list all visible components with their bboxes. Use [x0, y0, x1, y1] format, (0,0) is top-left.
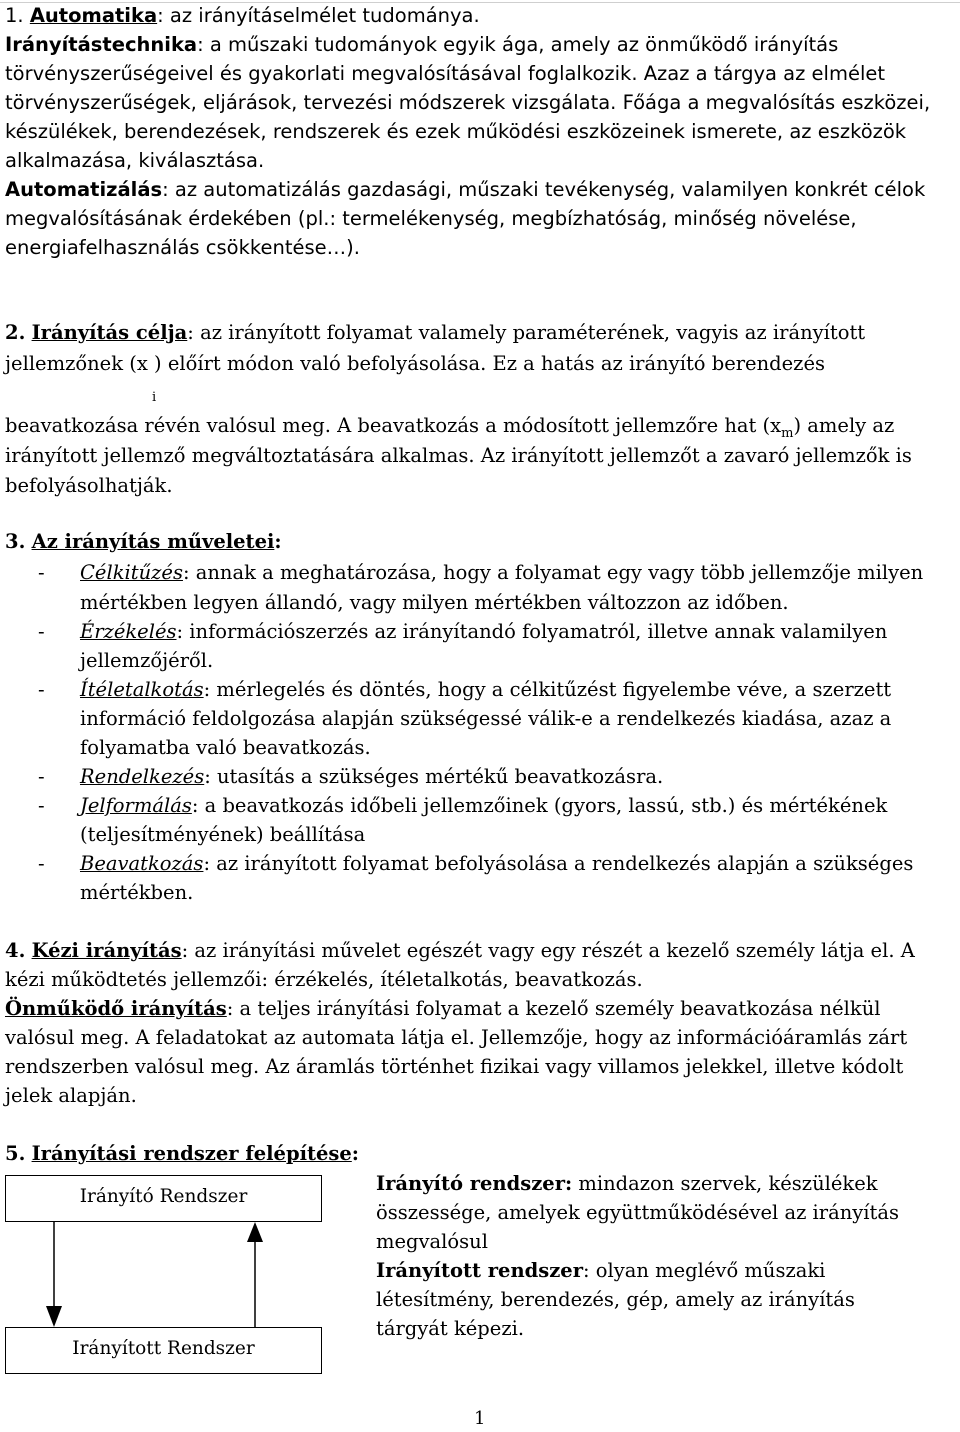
- s3-title: 3. Az irányítás műveletei:: [5, 530, 282, 553]
- s4-line-4: valósul meg. A feladatokat az automata látja el. Jellemzője, hogy az információáramlás zárt: [5, 1026, 908, 1049]
- s3-item-line-2: jellemzőjéről.: [80, 649, 214, 672]
- bullet-dash: -: [38, 852, 45, 875]
- s3-item-line-1: Beavatkozás: az irányított folyamat befolyásolása a rendelkezés alapján a szükséges: [80, 852, 914, 875]
- term-kezi-iranyitas: Kézi irányítás: [31, 939, 182, 962]
- term-iranyitastechnika: Irányítástechnika: [5, 33, 198, 56]
- s2-subscript-i: i: [152, 390, 157, 405]
- s2-subscript-m: m: [781, 425, 794, 441]
- up-arrow-icon: [247, 1222, 263, 1327]
- s3-item-line-1: Célkitűzés: annak a meghatározása, hogy a folyamat egy vagy több jellemzője milyen: [80, 561, 924, 584]
- s2-line-3: beavatkozása révén valósul meg. A beavatkozás a módosított jellemzőre hat $(x_m)$ amely az: [5, 414, 895, 441]
- s2-line-1: 2. Irányítás célja: az irányított folyamat valamely paraméterének, vagyis az irányított: [5, 321, 866, 344]
- bullet-dash: -: [38, 620, 45, 643]
- term-iranyito-rendszer: Irányító rendszer:: [376, 1172, 573, 1195]
- box-label: Irányító Rendszer: [79, 1186, 248, 1207]
- bullet-dash: -: [38, 794, 45, 817]
- page-number: 1: [474, 1408, 486, 1429]
- s5-right-line-6: tárgyát képezi.: [376, 1317, 525, 1340]
- s3-item-line-1: Érzékelés: információszerzés az irányítandó folyamatról, illetve annak valamilyen: [80, 620, 888, 643]
- s3-item-line-2: mértékben.: [80, 881, 194, 904]
- s1-line-9: energiafelhasználás csökkentése…).: [5, 236, 360, 259]
- s3-item-line-1: Jelformálás: a beavatkozás időbeli jellemzőinek (gyors, lassú, stb.) és mértékének: [80, 794, 888, 817]
- s3-item-line-3: folyamatba való beavatkozás.: [80, 736, 371, 759]
- s3-title-term: Az irányítás műveletei: [31, 530, 275, 553]
- s5-right-line-2: összessége, amelyek együttműködésével az irányítás: [376, 1201, 900, 1224]
- s3-item-line-1: Ítéletalkotás: mérlegelés és döntés, hogy a célkitűzést figyelembe véve, a szerzett: [80, 678, 892, 701]
- s3-item-line-2: mértékben legyen állandó, vagy milyen mértékben változzon az időben.: [80, 591, 789, 614]
- top-rule: [0, 2, 960, 3]
- s5-title: 5. Irányítási rendszer felépítése:: [5, 1142, 359, 1165]
- s4-line-5: rendszerben valósul meg. Az áramlás történhet fizikai vagy villamos jelekkel, illetve kódolt: [5, 1055, 904, 1078]
- s1-title-term: Automatika: [29, 4, 158, 27]
- box-iranyito-rendszer: [5, 1175, 322, 1222]
- s4-line-2: kézi működtetés jellemzői: érzékelés, ítéletalkotás, beavatkozás.: [5, 968, 643, 991]
- s1-title: 1. Automatika: az irányításelmélet tudománya.: [5, 4, 480, 27]
- s2-line-4: irányított jellemző megváltoztatására alkalmas. Az irányított jellemzőt a zavaró jellemzők is: [5, 444, 912, 467]
- item-term: Jelformálás: [80, 794, 192, 817]
- item-term: Ítéletalkotás: [80, 678, 204, 701]
- down-arrow-icon: [46, 1222, 62, 1327]
- s1-line-4: törvényszerűségek, eljárások, tervezési módszerek vizsgálata. Főága a megvalósítás eszközei,: [5, 91, 931, 114]
- s3-item-line-1: Rendelkezés: utasítás a szükséges mértékű beavatkozásra.: [80, 765, 664, 788]
- s2-line-2: jellemzőnek (x ) előírt módon való befolyásolása. Ez a hatás az irányító berendezés: [5, 352, 825, 375]
- s2-term: Irányítás célja: [31, 321, 188, 344]
- s3-item-line-2: információ feldolgozása alapján szükségessé válik-e a rendelkezés kiadása, azaz a: [80, 707, 892, 730]
- s4-line-3: Önműködő irányítás: a teljes irányítási folyamat a kezelő személy beavatkozása nélkül: [5, 997, 881, 1020]
- s5-right-line-3: megvalósul: [376, 1230, 488, 1253]
- s4-line-1: 4. Kézi irányítás: az irányítási művelet egészét vagy egy részét a kezelő személy látja el. A: [5, 939, 915, 962]
- s5-right-line-5: létesítmény, berendezés, gép, amely az irányítás: [376, 1288, 855, 1311]
- s1-line-5: készülékek, berendezések, rendszerek és ezek működési eszközeinek ismerete, az eszközök: [5, 120, 907, 143]
- s1-line-8: megvalósításának érdekében (pl.: termelékenység, megbízhatóság, minőség növelése,: [5, 207, 857, 230]
- bullet-dash: -: [38, 561, 45, 584]
- s5-right-line-1: Irányító rendszer: mindazon szervek, készülékek: [376, 1172, 878, 1195]
- s3-item-line-2: (teljesítményének) beállítása: [80, 823, 366, 846]
- item-term: Célkitűzés: [80, 561, 183, 584]
- s2-line-5: befolyásolhatják.: [5, 474, 173, 497]
- box-iranyitott-rendszer: [5, 1327, 322, 1374]
- s4-line-6: jelek alapján.: [5, 1084, 137, 1107]
- item-term: Érzékelés: [80, 620, 177, 643]
- term-automatizalas: Automatizálás: [5, 178, 163, 201]
- item-term: Beavatkozás: [80, 852, 204, 875]
- bullet-dash: -: [38, 678, 45, 701]
- bullet-dash: -: [38, 765, 45, 788]
- s5-right-line-4: Irányított rendszer: olyan meglévő műszaki: [376, 1259, 826, 1282]
- s1-line-2: Irányítástechnika: a műszaki tudományok egyik ága, amely az önműködő irányítás: [5, 33, 839, 56]
- arrows: [0, 1220, 330, 1330]
- s1-line-3: törvényszerűségeivel és gyakorlati megvalósításával foglalkozik. Azaz a tárgya az elmélet: [5, 62, 886, 85]
- item-term: Rendelkezés: [80, 765, 205, 788]
- s5-title-term: Irányítási rendszer felépítése: [31, 1142, 352, 1165]
- term-onmukodo-iranyitas: Önműködő irányítás: [5, 997, 227, 1020]
- box-label: Irányított Rendszer: [72, 1338, 255, 1359]
- s1-line-6: alkalmazása, kiválasztása.: [5, 149, 265, 172]
- s1-line-7: Automatizálás: az automatizálás gazdasági, műszaki tevékenység, valamilyen konkrét célok: [5, 178, 926, 201]
- term-iranyitott-rendszer: Irányított rendszer: [376, 1259, 583, 1282]
